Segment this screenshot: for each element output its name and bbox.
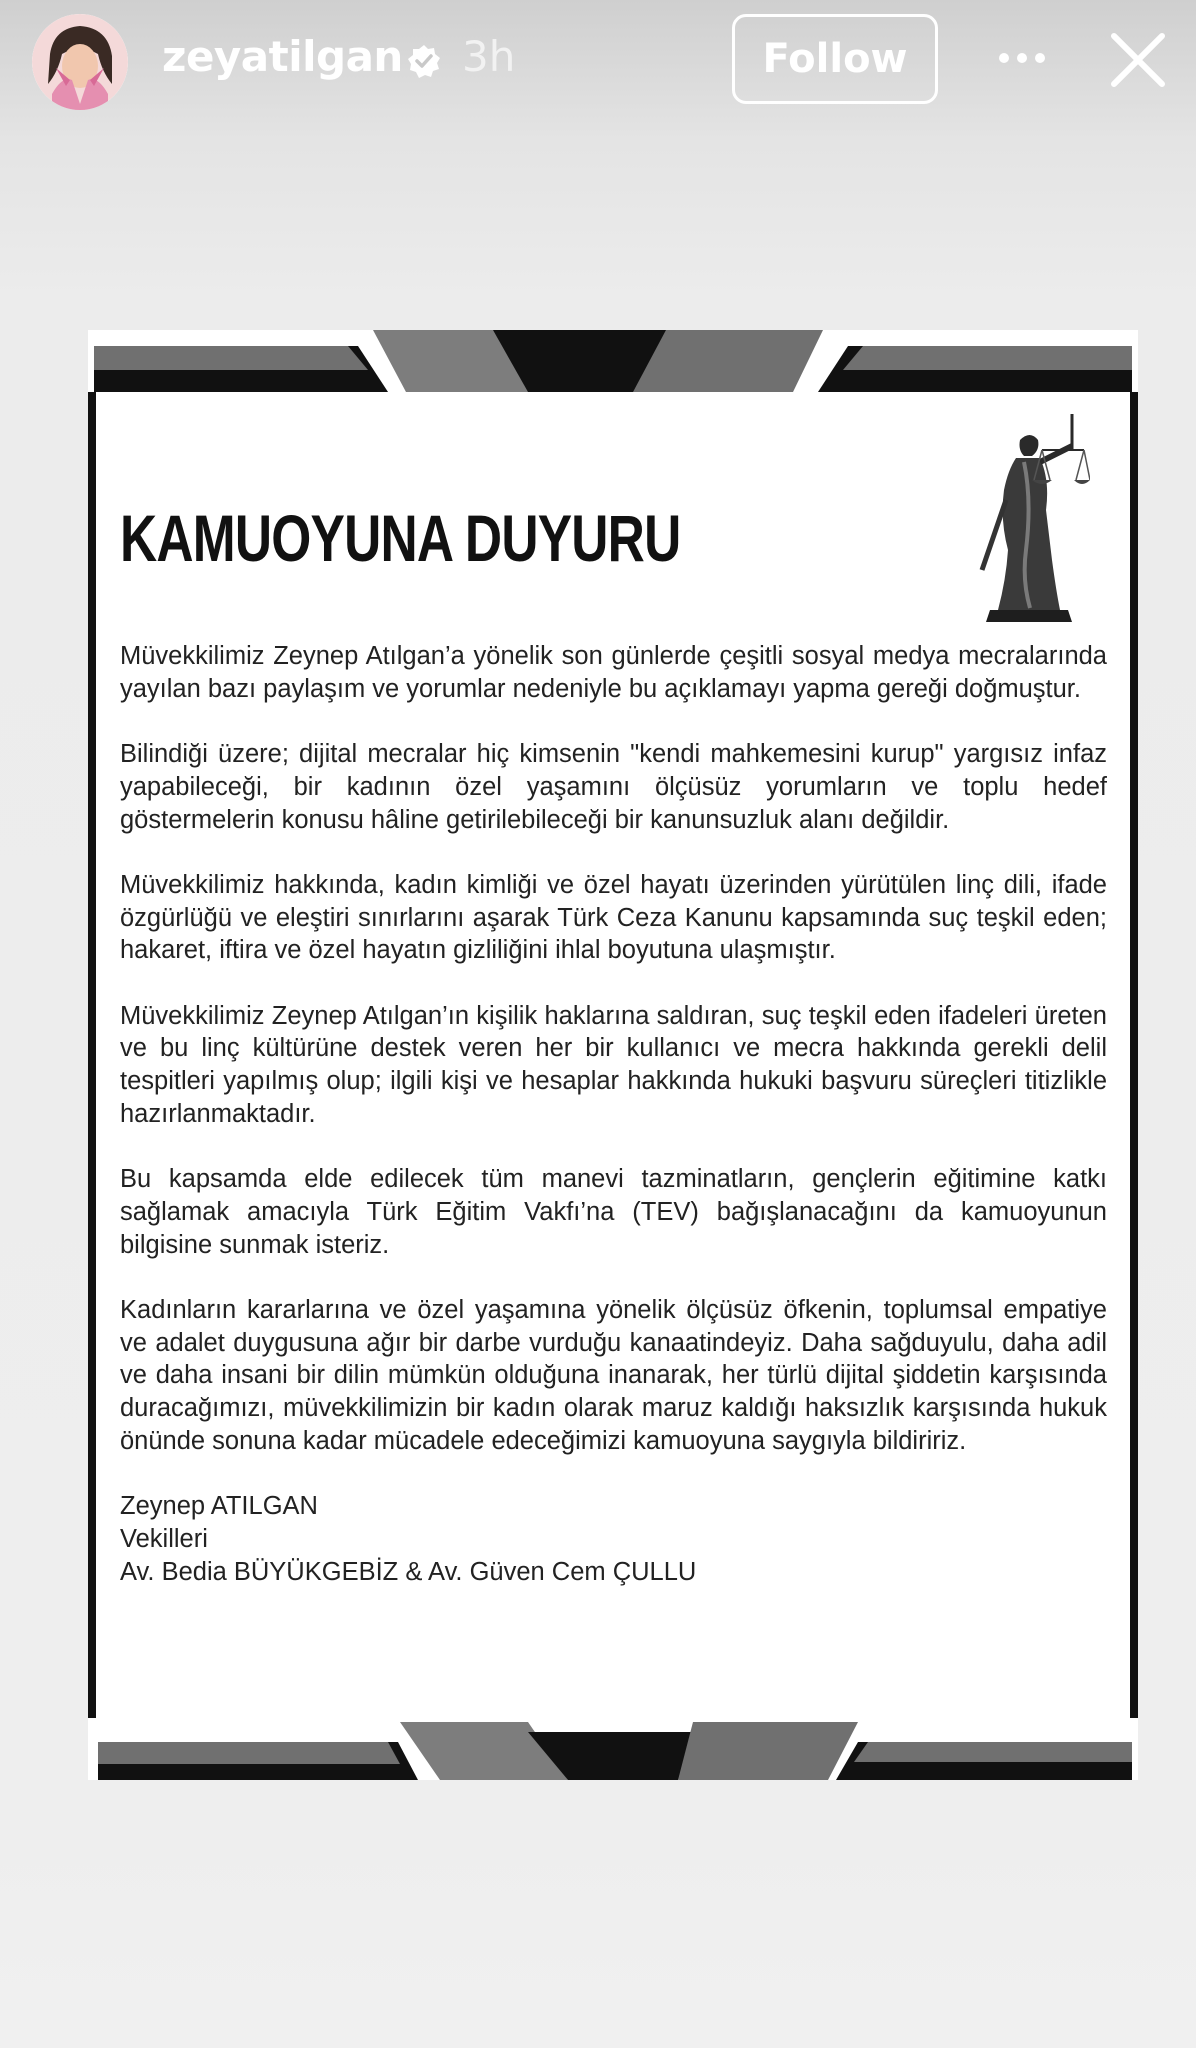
paragraph: Müvekkilimiz hakkında, kadın kimliği ve özel hayatı üzerinden yürütülen linç dili, ifade özgürlüğü ve eleştiri sınırlarını aşarak Türk Ceza Kanunu kapsamında suç teşkil eden; hakaret, iftira ve özel hayatın gizliliğini ihlal boyutuna ulaşmıştır. bbox=[120, 870, 1107, 965]
paragraph: Kadınların kararlarına ve özel yaşamına yönelik ölçüsüz öfkenin, toplumsal empatiye ve adalet duygusuna ağır bir darbe vurduğu kanaatindeyiz. Daha sağduyulu, daha adil ve daha insani bir dilin mümkün olduğuna inanarak, her türlü dijital şiddetin karşısında duracağımızı, müvekkilimizin bir kadın olarak maruz kaldığı haksızlık karşısında hukuk önünde sonuna kadar mücadele edeceğimizi kamuoyuna saygıyla bildiririz. bbox=[120, 1295, 1107, 1455]
username[interactable]: zeyatilgan bbox=[162, 32, 403, 81]
document-right-border bbox=[1130, 330, 1138, 1780]
post-time: 3h bbox=[462, 32, 516, 81]
close-icon[interactable] bbox=[1108, 30, 1168, 90]
more-horizontal-icon[interactable] bbox=[996, 44, 1048, 72]
paragraph: Bu kapsamda elde edilecek tüm manevi tazminatların, gençlerin eğitimine katkı sağlamak amacıyla Türk Eğitim Vakfı’na (TEV) bağışlanacağını da kamuoyunun bilgisine sunmak isteriz. bbox=[120, 1165, 1107, 1259]
document-body bbox=[120, 640, 1107, 1588]
lady-justice-statue-icon bbox=[960, 410, 1090, 625]
follow-button[interactable]: Follow bbox=[732, 14, 938, 104]
paragraph: Müvekkilimiz Zeynep Atılgan’a yönelik son günlerde çeşitli sosyal medya mecralarında yayılan bazı paylaşım ve yorumlar nedeniyle bu açıklamayı yapma gereği doğmuştur. bbox=[120, 642, 1107, 703]
signature-block bbox=[120, 1490, 1107, 1588]
paragraph: Bilindiği üzere; dijital mecralar hiç kimsenin "kendi mahkemesini kurup" yargısız infaz yapabileceği, bir kadının özel yaşamını ölçüsüz yorumların ve toplu hedef göstermelerin konusu hâline getirilebileceği bir kanunsuzluk alanı değildir. bbox=[120, 740, 1107, 834]
signature-role: Vekilleri bbox=[120, 1524, 208, 1553]
story-header bbox=[0, 0, 1196, 130]
document-left-border bbox=[88, 330, 96, 1780]
profile-avatar[interactable] bbox=[32, 14, 128, 110]
bottom-decorative-band bbox=[88, 1718, 1138, 1780]
verified-badge-icon bbox=[407, 44, 441, 78]
signature-name: Zeynep ATILGAN bbox=[120, 1492, 318, 1521]
signature-lawyers: Av. Bedia BÜYÜKGEBİZ & Av. Güven Cem ÇULLU bbox=[120, 1557, 697, 1586]
paragraph: Müvekkilimiz Zeynep Atılgan’ın kişilik haklarına saldıran, suç teşkil eden ifadeleri üreten ve bu linç kültürüne destek veren her bir kullanıcı ve mecra hakkında gerekli delil tespitleri yapılmış olup; ilgili kişi ve hesaplar hakkında hukuki başvuru süreçleri titizlikle hazırlanmaktadır. bbox=[120, 1001, 1107, 1128]
top-decorative-band bbox=[88, 330, 1138, 392]
document-title: KAMUOYUNA DUYURU bbox=[120, 501, 681, 575]
